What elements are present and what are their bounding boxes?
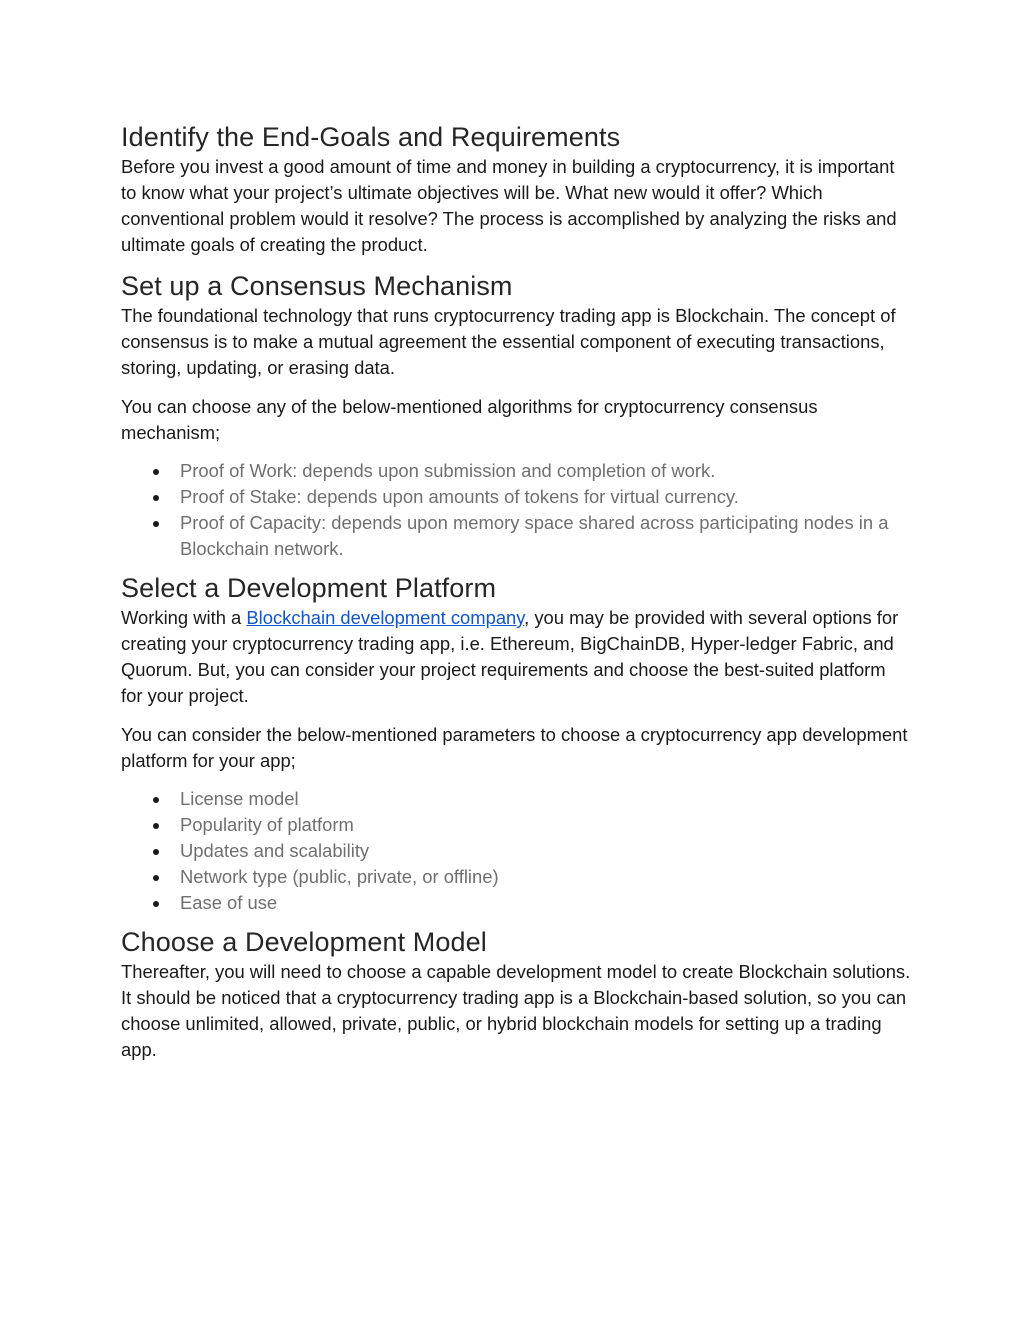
list-item: [121, 458, 911, 484]
list-item: [121, 864, 911, 890]
paragraph: [121, 605, 911, 709]
paragraph: You can consider the below-mentioned parameters to choose a cryptocurrency app development platform for your app;: [121, 724, 908, 771]
section-development-model: [121, 925, 911, 1063]
section-title: Choose a Development Model: [121, 927, 487, 957]
list-item-text: Proof of Capacity: depends upon memory space shared across participating nodes in a Blockchain network.: [180, 512, 889, 559]
document-page: [121, 120, 911, 1063]
section-title: Set up a Consensus Mechanism: [121, 271, 513, 301]
section-title: Identify the End-Goals and Requirements: [121, 122, 621, 152]
bullet-icon: [153, 797, 159, 803]
list-item-text: Proof of Work: depends upon submission and completion of work.: [180, 460, 716, 481]
section-title: Select a Development Platform: [121, 573, 497, 603]
bullet-icon: [153, 823, 159, 829]
list-item: [121, 510, 911, 562]
paragraph: Thereafter, you will need to choose a capable development model to create Blockchain solutions. It should be noticed that a cryptocurrency trading app is a Blockchain-based solution, so you can choose unlimited, allowed, private, public, or hybrid blockchain models for setting up a trading app.: [121, 961, 911, 1060]
list-item-text: Popularity of platform: [180, 814, 354, 835]
bullet-list: [121, 458, 911, 562]
blockchain-development-company-link[interactable]: Blockchain development company: [246, 607, 525, 628]
list-item-text: Network type (public, private, or offline): [180, 866, 499, 887]
paragraph: The foundational technology that runs cryptocurrency trading app is Blockchain. The concept of consensus is to make a mutual agreement the essential component of executing transactions, storing, updating, or erasing data.: [121, 305, 896, 378]
bullet-list: [121, 786, 911, 916]
section-consensus: [121, 269, 911, 562]
list-item: [121, 812, 911, 838]
list-item-text: Updates and scalability: [180, 840, 370, 861]
list-item: [121, 786, 911, 812]
bullet-icon: [153, 875, 159, 881]
list-item-text: Proof of Stake: depends upon amounts of tokens for virtual currency.: [180, 486, 739, 507]
list-item-text: License model: [180, 788, 299, 809]
bullet-icon: [153, 849, 159, 855]
list-item: [121, 838, 911, 864]
bullet-icon: [153, 469, 159, 475]
bullet-icon: [153, 495, 159, 501]
section-platform: [121, 571, 911, 916]
list-item: [121, 890, 911, 916]
bullet-icon: [153, 901, 159, 907]
paragraph: You can choose any of the below-mentioned algorithms for cryptocurrency consensus mechanism;: [121, 396, 818, 443]
section-end-goals: [121, 120, 911, 258]
bullet-icon: [153, 521, 159, 527]
list-item: [121, 484, 911, 510]
paragraph: Before you invest a good amount of time and money in building a cryptocurrency, it is important to know what your project’s ultimate objectives will be. What new would it offer? Which conventional problem would it resolve? The process is accomplished by analyzing the risks and ultimate goals of creating the product.: [121, 156, 897, 255]
paragraph-text: , you may be provided with several options for creating your cryptocurrency trading app, i.e. Ethereum, BigChainDB, Hyper-ledger Fabric, and Quorum. But, you can consider your project requirements and choose the best-suited platform for your project.: [121, 607, 899, 706]
list-item-text: Ease of use: [180, 892, 278, 913]
paragraph-text: Working with a: [121, 607, 247, 628]
